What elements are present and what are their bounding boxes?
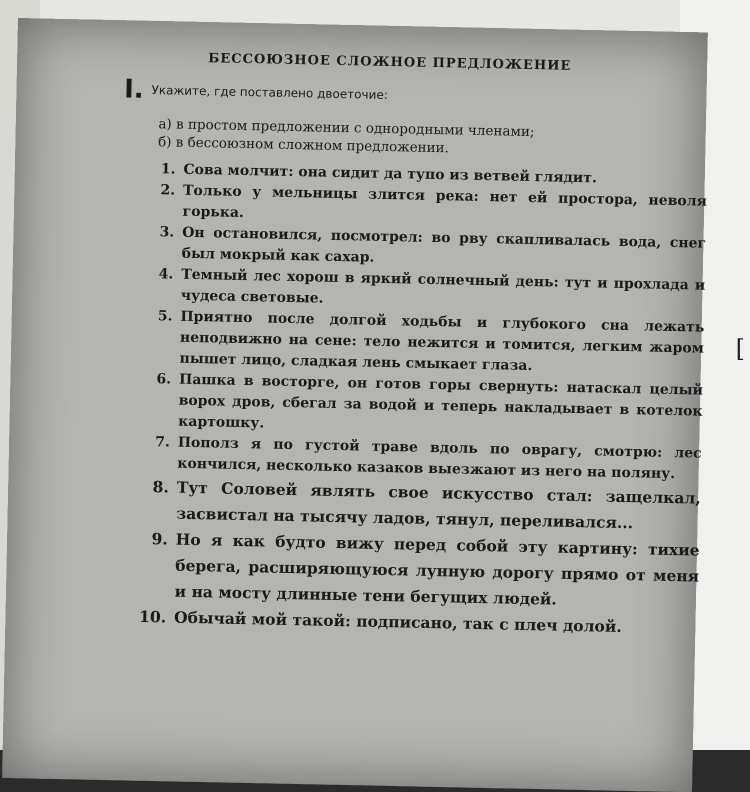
sentence-text: Сова молчит: она сидит да тупо из ветвей глядит. (183, 161, 597, 187)
page-content (123, 50, 710, 642)
sentence-text: Пополз я по густой траве вдоль по оврагу, смотрю: лес кончился, несколько казаков выезжают из него на поляну. (177, 434, 702, 483)
sentence-item (143, 306, 704, 381)
sentence-number: 3. (159, 224, 175, 241)
sentence-number: 7. (154, 434, 170, 451)
sentence-number: 5. (157, 308, 173, 325)
bracket-mark-icon: [ (735, 335, 745, 363)
task-number: I. (123, 74, 145, 105)
sentence-text: Но я как будто вижу перед собой эту картину: тихие берега, расширяющуюся лунную дорогу прямо от меня и на мосту длинные тени бегущих людей. (174, 529, 700, 609)
sentence-text: Только у мельницы злится река: нет ей простора, неволя горька. (182, 182, 708, 221)
sentence-number: 9. (151, 529, 168, 549)
task-text: Укажите, где поставлено двоеточие: (151, 83, 388, 102)
sentence-number: 8. (152, 477, 170, 497)
sentence-list (138, 159, 708, 642)
task-instruction (124, 74, 710, 116)
sentence-text: Обычай мой такой: подписано, так с плеч долой. (173, 607, 622, 637)
sentence-text: Пашка в восторге, он готов горы свернуть: натаскал целый ворох дров, сбегал за водой и теперь накладывает в котелок картошку. (178, 371, 704, 432)
sentence-number: 1. (160, 161, 176, 178)
page-title: БЕССОЮЗНОЕ СЛОЖНОЕ ПРЕДЛОЖЕНИЕ (208, 51, 572, 74)
sentence-text: Приятно после долгой ходьбы и глубокого сна лежать неподвижно на сене: тело нежится и томится, легким жаром пышет лицо, сладкая лень смыкает глаза. (179, 308, 705, 375)
sentence-text: Тут Соловей являть свое искусство стал: защелкал, засвистал на тысячу ладов, тянул, переливался... (176, 477, 701, 533)
sentence-item (138, 526, 700, 616)
sentence-item (142, 369, 703, 444)
sentence-number: 4. (158, 266, 174, 283)
sentence-number: 6. (156, 371, 172, 388)
sentence-number: 2. (160, 182, 176, 199)
sentence-text: Он остановился, посмотрел: во рву скапливалась вода, снег был мокрый как сахар. (181, 224, 707, 266)
sentence-text: Темный лес хорош в яркий солнечный день: тут и прохлада и чудеса световые. (180, 266, 706, 307)
answer-options (148, 115, 709, 163)
option-b: б) в бессоюзном сложном предложении. (157, 134, 450, 157)
option-a: а) в простом предложении с однородными членами; (158, 116, 535, 141)
sentence-number: 10. (138, 606, 167, 627)
